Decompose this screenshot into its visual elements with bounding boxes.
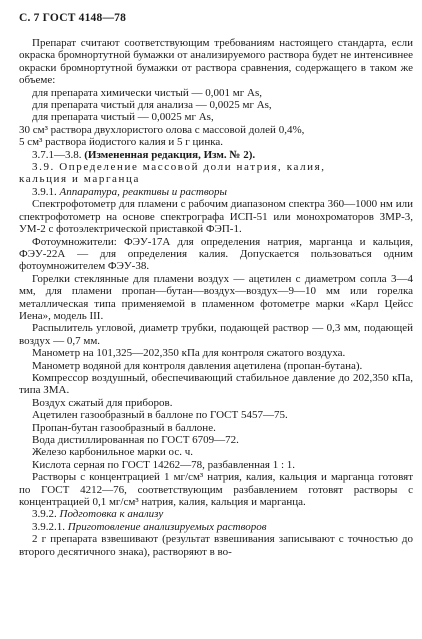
amendment-text: (Измененная редакция, Изм. № 2). (84, 148, 256, 161)
subsection-number: 3.9.2. (32, 508, 57, 521)
paragraph-manometer-air: Манометр на 101,325—202,350 кПа для контроля сжатого воздуха. (32, 347, 346, 360)
paragraph-manometer-water: Манометр водяной для контроля давления ацетилена (пропан-бутана). (32, 359, 363, 372)
page-body (19, 37, 413, 558)
paragraph-spectrophotometer: Спектрофотометр для пламени с рабочим диапазоном спектра 360—1000 нм или спектрофотометр на основе спектрографа ИСП-51 или монохроматоров ЗМР-3, УМ-2 с фотоэлектрической приставкой ФЭП-1. (19, 198, 413, 236)
paragraph-compressor: Компрессор воздушный, обеспечивающий стабильное давление до 202,350 кПа, типа ЗМА. (19, 371, 413, 397)
requirement-line-2: для препарата чистый для анализа — 0,0025 мг As, (32, 99, 272, 112)
paragraph-intro: Препарат считают соответствующим требованиям настоящего стандарта, если окраска бромнортутной бумажки от анализируемого раствора будет не интенсивнее окраски бромнортутной бумажки от раствора сравнения, содержащего в таком же объеме: (19, 37, 413, 87)
tin-chloride-line: 30 см³ раствора двухлористого олова с массовой долей 0,4%, (19, 123, 305, 136)
paragraph-burners: Горелки стеклянные для пламени воздух — ацетилен с диаметром сопла 3—4 мм, для пламени пропан—бутан—воздух—воздух—9—10 мм или горелка металлическая типа применяемой в пламенном фотометре марки «Карл Цейсс Иена», модель III. (19, 272, 413, 322)
amendment-note (19, 149, 413, 161)
paragraph-sample-prep: 2 г препарата взвешивают (результат взвешивания записывают с точностью до второго десятичного знака), растворяют в во- (19, 533, 413, 558)
page-header: С. 7 ГОСТ 4148—78 (19, 12, 127, 24)
paragraph-solutions: Растворы с концентрацией 1 мг/см³ натрия, калия, кальция и марганца готовят по ГОСТ 4212—76, соответствующим разбавлением готовят растворы с концентрацией 0,1 мг/см³ натрия, калия, кальция и марганца. (19, 471, 413, 509)
paragraph-iron: Железо карбонильное марки ос. ч. (32, 446, 193, 459)
amendment-number: 3.7.1—3.8. (32, 148, 82, 161)
subsection-title: Аппаратура, реактивы и растворы (59, 185, 227, 198)
subsection-number: 3.9.2.1. (32, 520, 65, 533)
subsection-3-9-2-1 (19, 521, 413, 533)
subsection-title: Подготовка к анализу (59, 508, 164, 521)
subsection-3-9-2 (19, 508, 413, 520)
paragraph-acetylene: Ацетилен газообразный в баллоне по ГОСТ 5457—75. (32, 409, 288, 422)
paragraph-photomultipliers: Фотоумножители: ФЭУ-17А для определения натрия, марганца и кальция, ФЭУ-22А — для определения калия. Допускается пользоваться одним фотоумножителем ФЭУ-38. (19, 235, 413, 273)
paragraph-water: Вода дистиллированная по ГОСТ 6709—72. (32, 434, 239, 446)
paragraph-propane: Пропан-бутан газообразный в баллоне. (32, 421, 216, 434)
requirement-line-3: для препарата чистый — 0,0025 мг As, (32, 111, 214, 124)
subsection-number: 3.9.1. (32, 185, 57, 198)
potassium-iodide-line: 5 см³ раствора йодистого калия и 5 г цинка. (19, 136, 224, 149)
subsection-3-9-1 (19, 186, 413, 198)
paragraph-acid: Кислота серная по ГОСТ 14262—78, разбавленная 1 : 1. (32, 458, 296, 471)
paragraph-sprayer: Распылитель угловой, диаметр трубки, подающей раствор — 0,3 мм, подающей воздух — 0,7 мм. (19, 322, 413, 347)
subsection-title: Приготовление анализируемых растворов (67, 520, 267, 533)
paragraph-air: Воздух сжатый для приборов. (32, 396, 173, 409)
section-heading-3-9-cont: кальция и марганца (19, 173, 141, 186)
section-heading-3-9: 3.9. Определение массовой доли натрия, калия, (32, 161, 326, 174)
requirement-line-1: для препарата химически чистый — 0,001 мг As, (32, 86, 262, 99)
